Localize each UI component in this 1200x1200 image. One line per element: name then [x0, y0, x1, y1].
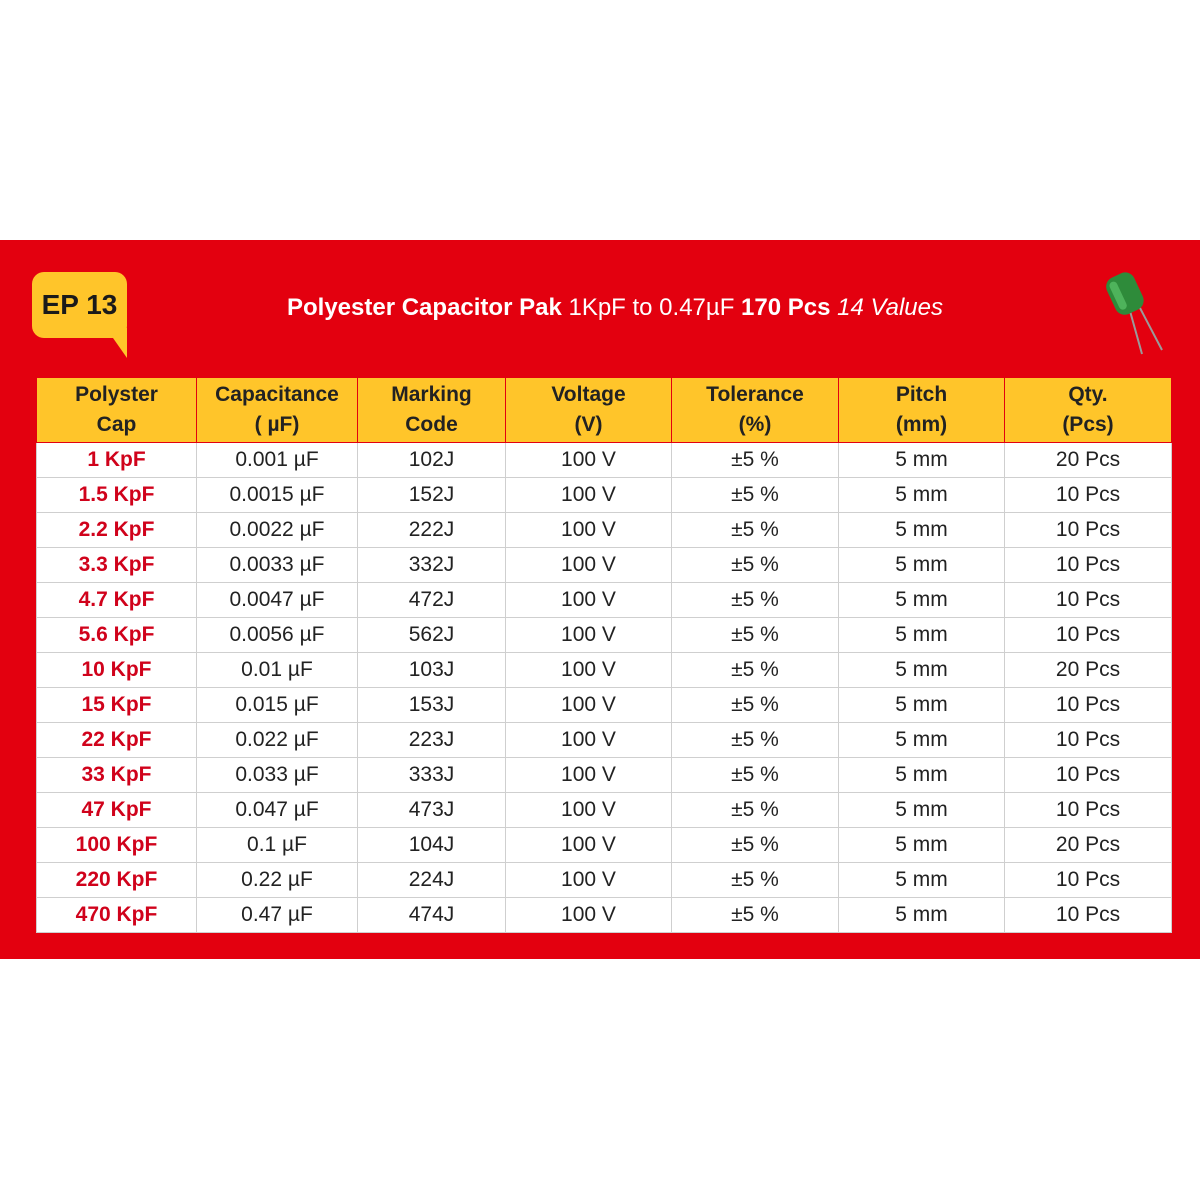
- cell-qty: 20 Pcs: [1005, 443, 1172, 478]
- cell-voltage: 100 V: [506, 898, 672, 933]
- cell-voltage: 100 V: [506, 758, 672, 793]
- title-count: 170 Pcs: [741, 294, 831, 321]
- cell-marking-code: 153J: [358, 688, 506, 723]
- cell-qty: 10 Pcs: [1005, 723, 1172, 758]
- cell-voltage: 100 V: [506, 688, 672, 723]
- cell-polyster-cap: 33 KpF: [37, 758, 197, 793]
- cell-polyster-cap: 2.2 KpF: [37, 513, 197, 548]
- cell-voltage: 100 V: [506, 513, 672, 548]
- cell-qty: 20 Pcs: [1005, 828, 1172, 863]
- title-values: 14 Values: [830, 294, 943, 321]
- cell-marking-code: 102J: [358, 443, 506, 478]
- cell-qty: 10 Pcs: [1005, 688, 1172, 723]
- capacitor-icon: [1100, 266, 1170, 356]
- cell-polyster-cap: 1.5 KpF: [37, 478, 197, 513]
- cell-polyster-cap: 100 KpF: [37, 828, 197, 863]
- cell-capacitance: 0.022 µF: [197, 723, 358, 758]
- table-row: [37, 653, 1172, 688]
- table-header-row: [37, 378, 1172, 443]
- cell-qty: 10 Pcs: [1005, 793, 1172, 828]
- cell-voltage: 100 V: [506, 443, 672, 478]
- table-row: [37, 443, 1172, 478]
- cell-polyster-cap: 10 KpF: [37, 653, 197, 688]
- cell-voltage: 100 V: [506, 863, 672, 898]
- cell-capacitance: 0.0015 µF: [197, 478, 358, 513]
- cell-tolerance: ±5 %: [672, 793, 839, 828]
- cell-tolerance: ±5 %: [672, 653, 839, 688]
- cell-pitch: 5 mm: [839, 653, 1005, 688]
- badge-tail: [103, 328, 127, 358]
- cell-qty: 10 Pcs: [1005, 898, 1172, 933]
- cell-marking-code: 223J: [358, 723, 506, 758]
- cell-tolerance: ±5 %: [672, 828, 839, 863]
- header-tolerance: Tolerance (%): [672, 378, 839, 443]
- cell-tolerance: ±5 %: [672, 618, 839, 653]
- cell-tolerance: ±5 %: [672, 688, 839, 723]
- cell-voltage: 100 V: [506, 828, 672, 863]
- banner: [0, 240, 1200, 959]
- cell-voltage: 100 V: [506, 653, 672, 688]
- cell-pitch: 5 mm: [839, 513, 1005, 548]
- cell-qty: 10 Pcs: [1005, 758, 1172, 793]
- cell-marking-code: 104J: [358, 828, 506, 863]
- cell-polyster-cap: 47 KpF: [37, 793, 197, 828]
- cell-polyster-cap: 5.6 KpF: [37, 618, 197, 653]
- cell-marking-code: 222J: [358, 513, 506, 548]
- header-capacitance: Capacitance ( µF): [197, 378, 358, 443]
- cell-pitch: 5 mm: [839, 758, 1005, 793]
- cell-qty: 10 Pcs: [1005, 478, 1172, 513]
- cell-pitch: 5 mm: [839, 548, 1005, 583]
- cell-pitch: 5 mm: [839, 898, 1005, 933]
- cell-qty: 10 Pcs: [1005, 618, 1172, 653]
- table-row: [37, 548, 1172, 583]
- cell-pitch: 5 mm: [839, 478, 1005, 513]
- cell-capacitance: 0.0047 µF: [197, 583, 358, 618]
- table-row: [37, 793, 1172, 828]
- cell-marking-code: 152J: [358, 478, 506, 513]
- cell-polyster-cap: 3.3 KpF: [37, 548, 197, 583]
- cell-pitch: 5 mm: [839, 688, 1005, 723]
- cell-pitch: 5 mm: [839, 723, 1005, 758]
- cell-capacitance: 0.47 µF: [197, 898, 358, 933]
- cell-tolerance: ±5 %: [672, 898, 839, 933]
- header-marking-code: Marking Code: [358, 378, 506, 443]
- episode-badge-label: EP 13: [41, 289, 118, 320]
- cell-marking-code: 332J: [358, 548, 506, 583]
- cell-marking-code: 472J: [358, 583, 506, 618]
- cell-marking-code: 224J: [358, 863, 506, 898]
- title-range: 1KpF to 0.47µF: [561, 294, 742, 321]
- cell-polyster-cap: 22 KpF: [37, 723, 197, 758]
- table-row: [37, 583, 1172, 618]
- cell-marking-code: 103J: [358, 653, 506, 688]
- cell-qty: 10 Pcs: [1005, 513, 1172, 548]
- cell-voltage: 100 V: [506, 478, 672, 513]
- table-row: [37, 758, 1172, 793]
- cell-capacitance: 0.001 µF: [197, 443, 358, 478]
- table-row: [37, 828, 1172, 863]
- table-row: [37, 898, 1172, 933]
- cell-polyster-cap: 220 KpF: [37, 863, 197, 898]
- cell-tolerance: ±5 %: [672, 583, 839, 618]
- cell-pitch: 5 mm: [839, 793, 1005, 828]
- table-row: [37, 478, 1172, 513]
- cell-marking-code: 473J: [358, 793, 506, 828]
- header-polyster-cap: Polyster Cap: [37, 378, 197, 443]
- cell-capacitance: 0.0033 µF: [197, 548, 358, 583]
- page-title: [200, 288, 1030, 328]
- header-qty: Qty. (Pcs): [1005, 378, 1172, 443]
- cell-voltage: 100 V: [506, 618, 672, 653]
- cell-marking-code: 474J: [358, 898, 506, 933]
- cell-qty: 20 Pcs: [1005, 653, 1172, 688]
- capacitor-table: [36, 377, 1172, 933]
- cell-tolerance: ±5 %: [672, 443, 839, 478]
- table-row: [37, 723, 1172, 758]
- cell-capacitance: 0.047 µF: [197, 793, 358, 828]
- cell-qty: 10 Pcs: [1005, 583, 1172, 618]
- cell-tolerance: ±5 %: [672, 548, 839, 583]
- cell-capacitance: 0.033 µF: [197, 758, 358, 793]
- cell-pitch: 5 mm: [839, 618, 1005, 653]
- title-product: Polyester Capacitor Pak: [287, 294, 562, 321]
- cell-capacitance: 0.0022 µF: [197, 513, 358, 548]
- cell-tolerance: ±5 %: [672, 478, 839, 513]
- cell-capacitance: 0.015 µF: [197, 688, 358, 723]
- cell-voltage: 100 V: [506, 793, 672, 828]
- cell-qty: 10 Pcs: [1005, 548, 1172, 583]
- table-row: [37, 863, 1172, 898]
- cell-pitch: 5 mm: [839, 828, 1005, 863]
- cell-tolerance: ±5 %: [672, 863, 839, 898]
- table-row: [37, 688, 1172, 723]
- cell-qty: 10 Pcs: [1005, 863, 1172, 898]
- cell-marking-code: 333J: [358, 758, 506, 793]
- cell-polyster-cap: 1 KpF: [37, 443, 197, 478]
- cell-pitch: 5 mm: [839, 443, 1005, 478]
- cell-polyster-cap: 4.7 KpF: [37, 583, 197, 618]
- table-row: [37, 618, 1172, 653]
- table-row: [37, 513, 1172, 548]
- cell-tolerance: ±5 %: [672, 758, 839, 793]
- cell-capacitance: 0.1 µF: [197, 828, 358, 863]
- cell-capacitance: 0.01 µF: [197, 653, 358, 688]
- cell-pitch: 5 mm: [839, 583, 1005, 618]
- cell-capacitance: 0.22 µF: [197, 863, 358, 898]
- cell-polyster-cap: 470 KpF: [37, 898, 197, 933]
- cell-polyster-cap: 15 KpF: [37, 688, 197, 723]
- cell-voltage: 100 V: [506, 723, 672, 758]
- cell-voltage: 100 V: [506, 548, 672, 583]
- cell-tolerance: ±5 %: [672, 513, 839, 548]
- cell-capacitance: 0.0056 µF: [197, 618, 358, 653]
- cell-tolerance: ±5 %: [672, 723, 839, 758]
- cell-voltage: 100 V: [506, 583, 672, 618]
- header-pitch: Pitch (mm): [839, 378, 1005, 443]
- cell-pitch: 5 mm: [839, 863, 1005, 898]
- header-voltage: Voltage (V): [506, 378, 672, 443]
- cell-marking-code: 562J: [358, 618, 506, 653]
